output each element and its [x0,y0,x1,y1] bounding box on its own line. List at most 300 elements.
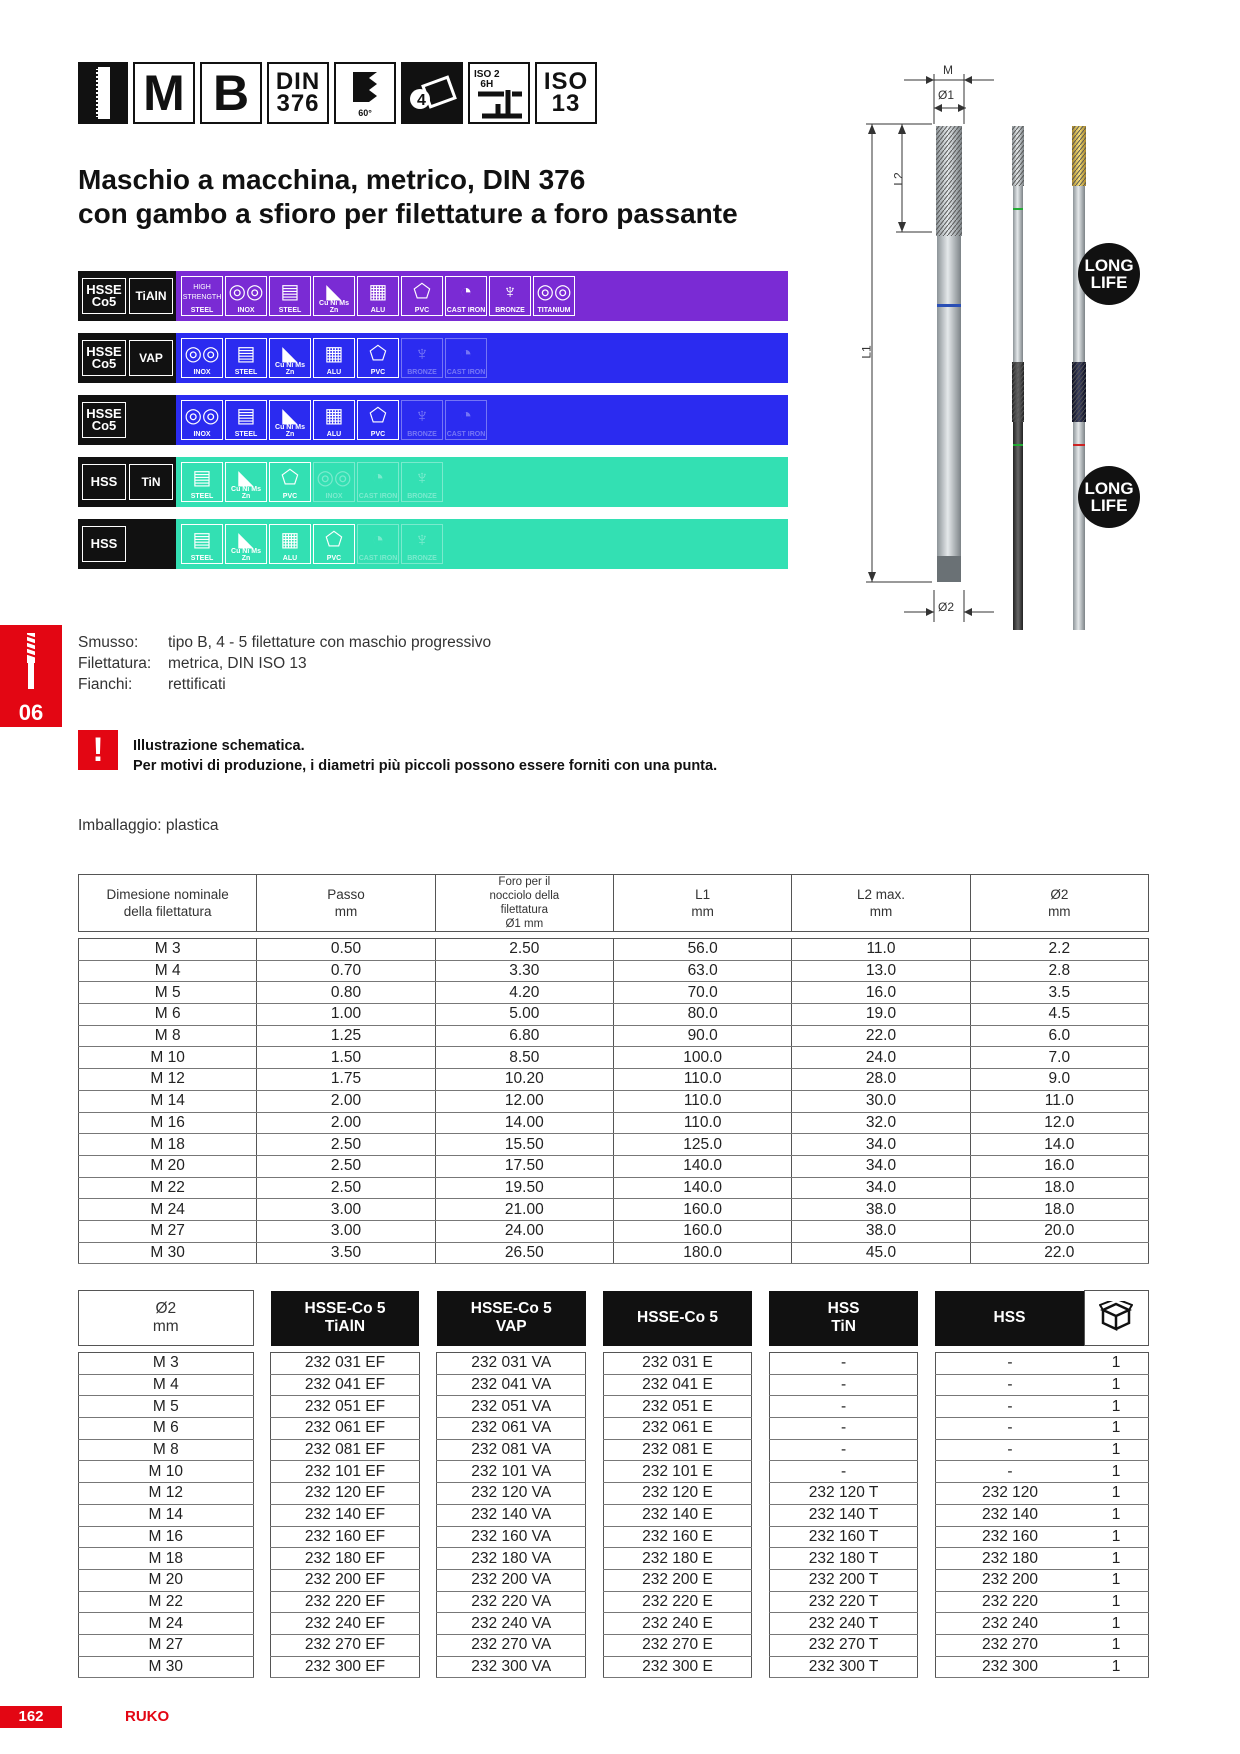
material-icon [401,400,443,440]
warning-line-2: Per motivi di produzione, i diametri più piccoli possono essere forniti con una punta. [133,758,718,774]
table-cell: M 24 [79,1613,254,1635]
table-cell: 232 140 VA [437,1504,586,1526]
column-spacer [419,1634,437,1656]
grade-badge: HSS [82,526,126,562]
table-row [79,1439,1149,1461]
table-cell: 232 101 E [603,1461,752,1483]
table-cell: 5.00 [435,1004,613,1026]
material-name: CAST IRON [358,493,398,500]
material-icon [313,338,355,378]
table-row [79,1177,1149,1199]
table-cell: 90.0 [613,1025,791,1047]
table-cell: 1 [1084,1504,1148,1526]
material-name: Cu Ni Ms Zn [231,548,261,562]
table-cell: 1 [1084,1396,1148,1418]
table-cell: M 12 [79,1483,254,1505]
material-icons [181,338,487,378]
table-cell: 18.0 [970,1177,1148,1199]
table-cell: 17.50 [435,1155,613,1177]
table-cell: M 16 [79,1112,257,1134]
table-cell: - [935,1439,1084,1461]
material-name: TITANIUM [537,307,571,314]
material-icon [269,338,311,378]
column-header-line: VAP [495,1318,527,1335]
gap-cell [752,1346,770,1353]
material-name: Cu Ni Ms Zn [275,424,305,438]
column-spacer [752,1353,770,1375]
table-cell: 6.0 [970,1025,1148,1047]
iso-fit-class: 6H [480,79,494,90]
warning-line-1: Illustrazione schematica. [133,738,305,754]
grade-badge: HSSE Co5 [82,278,126,314]
material-glyph: ▤ [236,405,256,427]
table-cell: 24.0 [792,1047,970,1069]
material-name: CAST IRON [446,307,486,314]
column-spacer [586,1504,604,1526]
table-cell: 1.50 [257,1047,435,1069]
table-cell: 7.0 [970,1047,1148,1069]
table-cell: 232 300 T [769,1656,917,1678]
material-name: STEEL [278,307,302,314]
material-icon [357,276,399,316]
table-cell: 22.0 [792,1025,970,1047]
article-table [78,1290,1149,1678]
table-cell: 232 140 EF [271,1504,420,1526]
column-spacer [253,1353,271,1375]
table-cell: M 24 [79,1199,257,1221]
material-glyph: ◎◎ [316,467,352,489]
table-cell: - [769,1439,917,1461]
column-header-line: L2 max. [856,887,905,902]
table-row [79,1374,1149,1396]
table-row [79,1112,1149,1134]
table-cell: 1 [1084,1461,1148,1483]
table-cell: 232 240 T [769,1613,917,1635]
warning-text [133,736,717,776]
column-spacer [752,1591,770,1613]
material-name: INOX [193,431,211,438]
material-icon [269,400,311,440]
column-spacer [586,1634,604,1656]
table-row [79,1353,1149,1375]
table-row [79,1220,1149,1242]
table-cell: 1 [1084,1483,1148,1505]
material-icon [225,276,267,316]
material-icon [181,462,223,502]
column-spacer [419,1569,437,1591]
gap-cell [271,1346,420,1353]
table-row [79,1025,1149,1047]
column-header [769,1291,917,1346]
material-glyph: ◣ [238,467,254,489]
material-icon [181,338,223,378]
table-cell: 110.0 [613,1090,791,1112]
table-cell: M 27 [79,1634,254,1656]
column-header [935,1291,1084,1346]
grade-badge: HSSE Co5 [82,340,126,376]
long-life-line-1: LONG [1084,256,1134,275]
table-cell: 232 180 VA [437,1548,586,1570]
material-icon [357,400,399,440]
table-cell: 2.50 [257,1134,435,1156]
table-gap [79,932,1149,939]
property-row [78,632,491,653]
gap-cell [419,1346,437,1353]
table-cell: 232 051 EF [271,1396,420,1418]
material-icon [533,276,575,316]
table-row [79,1548,1149,1570]
table-row [79,1526,1149,1548]
material-glyph: ◔ [459,405,473,427]
column-spacer [752,1374,770,1396]
column-spacer [253,1396,271,1418]
gap-cell [79,1346,254,1353]
table-cell: 180.0 [613,1242,791,1264]
column-spacer [419,1483,437,1505]
material-name: BRONZE [495,307,525,314]
column-spacer [752,1613,770,1635]
table-cell: 56.0 [613,939,791,961]
gap-cell [769,1346,917,1353]
gap-cell [1084,1346,1148,1353]
material-glyph: ◣ [282,405,298,427]
column-spacer [918,1374,936,1396]
material-icon [401,276,443,316]
column-spacer [419,1526,437,1548]
column-spacer [419,1548,437,1570]
table-cell: 232 160 [935,1526,1084,1548]
material-name: CAST IRON [446,431,486,438]
column-spacer [253,1461,271,1483]
table-cell: 232 051 E [603,1396,752,1418]
gap-cell [970,932,1148,939]
column-spacer [752,1634,770,1656]
table-cell: - [769,1374,917,1396]
material-icon [313,462,355,502]
material-row [78,395,788,445]
column-spacer [918,1461,936,1483]
din-label: DIN [275,68,321,95]
table-cell: 232 120 E [603,1483,752,1505]
column-header-line: TiN [831,1318,856,1335]
table-cell: 232 051 VA [437,1396,586,1418]
column-spacer [419,1374,437,1396]
material-name: PVC [370,369,386,376]
long-life-line-2: LIFE [1090,496,1128,515]
table-cell: 3.5 [970,982,1148,1004]
column-header [437,1291,586,1346]
table-row [79,1069,1149,1091]
material-icon [225,400,267,440]
table-cell: 18.0 [970,1199,1148,1221]
table-cell: 1 [1084,1526,1148,1548]
dimensions-table [78,874,1149,1264]
material-icon [269,462,311,502]
table-cell: 28.0 [792,1069,970,1091]
table-cell: 232 031 VA [437,1353,586,1375]
table-cell: 0.70 [257,960,435,982]
table-cell: 45.0 [792,1242,970,1264]
table-cell: 80.0 [613,1004,791,1026]
table-cell: 232 220 T [769,1591,917,1613]
column-spacer [918,1634,936,1656]
material-glyph: ▦ [324,343,344,365]
table-cell: M 18 [79,1134,257,1156]
table-cell: 232 140 [935,1504,1084,1526]
column-header [970,875,1148,932]
table-cell: 34.0 [792,1155,970,1177]
column-spacer [918,1418,936,1440]
table-cell: 1 [1084,1548,1148,1570]
table-cell: 232 200 T [769,1569,917,1591]
table-cell: 232 041 E [603,1374,752,1396]
column-spacer [253,1634,271,1656]
material-icon [401,524,443,564]
material-glyph: ◎◎ [536,281,572,303]
grade-badge: TiAlN [129,278,173,314]
material-name: CAST IRON [358,555,398,562]
iso-label: ISO [543,68,589,95]
material-row-label [78,333,176,383]
column-spacer [253,1548,271,1570]
material-glyph: ♆ [414,343,430,365]
column-spacer [918,1396,936,1418]
table-cell: M 4 [79,960,257,982]
material-glyph: ⬠ [413,281,431,303]
table-row [79,1134,1149,1156]
material-glyph: ⬠ [281,467,299,489]
table-cell: M 3 [79,939,257,961]
table-cell: 232 220 VA [437,1591,586,1613]
material-glyph: HIGH STRENGTH [182,284,222,301]
material-icons [181,276,575,316]
column-spacer [419,1656,437,1678]
column-spacer [253,1374,271,1396]
material-glyph: ♆ [502,281,518,303]
header-icons [78,62,597,124]
table-cell: 232 240 [935,1613,1084,1635]
table-cell: 232 270 T [769,1634,917,1656]
table-cell: 232 041 EF [271,1374,420,1396]
table-cell: M 10 [79,1461,254,1483]
column-header-line: Ø1 mm [505,918,544,930]
table-cell: 1 [1084,1656,1148,1678]
title-line-1: Maschio a macchina, metrico, DIN 376 [78,164,586,195]
table-cell: 14.0 [970,1134,1148,1156]
table-cell: 12.0 [970,1112,1148,1134]
column-header [435,875,613,932]
column-spacer [586,1483,604,1505]
table-cell: 232 061 EF [271,1418,420,1440]
column-header [257,875,435,932]
chamfer-number: 4 [417,92,426,109]
gap-cell [586,1346,604,1353]
material-row-label [78,395,176,445]
table-row [79,1047,1149,1069]
material-icon [181,400,223,440]
material-name: INOX [325,493,343,500]
table-cell: 30.0 [792,1090,970,1112]
table-cell: 1 [1084,1634,1148,1656]
table-cell: 21.00 [435,1199,613,1221]
table-cell: 26.50 [435,1242,613,1264]
table-cell: 2.00 [257,1090,435,1112]
property-key: Fianchi: [78,676,133,693]
column-header [792,875,970,932]
column-spacer [752,1656,770,1678]
column-header-line: mm [691,904,714,919]
grade-badge: TiN [129,464,173,500]
badge-m: M [133,62,195,124]
warning-icon: ! [78,730,118,770]
material-glyph: ▦ [280,529,300,551]
table-row [79,1483,1149,1505]
material-name: BRONZE [407,369,437,376]
column-spacer [586,1439,604,1461]
page-title [78,163,738,231]
material-name: ALU [282,555,298,562]
table-cell: 2.50 [435,939,613,961]
table-cell: 0.80 [257,982,435,1004]
table-cell: M 8 [79,1025,257,1047]
table-cell: 63.0 [613,960,791,982]
din-number: 376 [276,90,320,117]
material-icon [357,338,399,378]
badge-b: B [200,62,262,124]
table-cell: - [769,1396,917,1418]
article-table-wrapper [78,1290,1149,1678]
material-row-label [78,271,176,321]
column-spacer [253,1483,271,1505]
table-cell: 232 160 T [769,1526,917,1548]
column-spacer [253,1504,271,1526]
table-cell: M 10 [79,1047,257,1069]
column-spacer [918,1591,936,1613]
column-header-line: TiAlN [324,1318,366,1335]
material-name: PVC [370,431,386,438]
table-cell: 4.5 [970,1004,1148,1026]
table-cell: - [935,1353,1084,1375]
table-cell: 232 140 T [769,1504,917,1526]
table-cell: 232 200 E [603,1569,752,1591]
material-glyph: ◔ [371,529,385,551]
table-cell: M 16 [79,1526,254,1548]
material-row [78,519,788,569]
table-cell: 2.8 [970,960,1148,982]
table-cell: 232 160 E [603,1526,752,1548]
table-cell: 232 180 [935,1548,1084,1570]
table-cell: 232 041 VA [437,1374,586,1396]
table-row [79,939,1149,961]
column-header [79,1291,254,1346]
material-icon [357,462,399,502]
column-spacer [918,1439,936,1461]
column-spacer [586,1548,604,1570]
table-cell: 232 200 [935,1569,1084,1591]
table-cell: 125.0 [613,1134,791,1156]
column-spacer [586,1591,604,1613]
material-glyph: ◔ [459,281,473,303]
material-row [78,333,788,383]
table-cell: M 27 [79,1220,257,1242]
table-cell: 8.50 [435,1047,613,1069]
long-life-badge [1078,243,1140,305]
column-header-line: HSSE-Co 5 [637,1309,718,1326]
table-row [79,1090,1149,1112]
material-glyph: ⬠ [369,343,387,365]
material-name: ALU [370,307,386,314]
material-icons [181,462,443,502]
column-spacer [253,1418,271,1440]
table-cell: 16.0 [970,1155,1148,1177]
table-cell: 1 [1084,1591,1148,1613]
material-icon [489,276,531,316]
table-cell: 1.25 [257,1025,435,1047]
column-spacer [253,1656,271,1678]
table-cell: 19.0 [792,1004,970,1026]
property-value: metrica, DIN ISO 13 [168,655,307,672]
table-cell: 232 220 EF [271,1591,420,1613]
material-name: ALU [326,431,342,438]
material-icon [313,400,355,440]
packaging-note: Imballaggio: plastica [78,817,219,834]
table-row [79,1634,1149,1656]
table-cell: - [935,1396,1084,1418]
material-name: STEEL [234,431,258,438]
table-cell: 232 081 E [603,1439,752,1461]
material-glyph: ◔ [371,467,385,489]
property-key: Filettatura: [78,655,152,672]
table-cell: 232 220 E [603,1591,752,1613]
material-icon [445,400,487,440]
table-row [79,1569,1149,1591]
table-cell: 2.00 [257,1112,435,1134]
column-spacer [586,1461,604,1483]
brand-name: RUKO [125,1708,170,1725]
table-cell: 160.0 [613,1220,791,1242]
property-value: rettificati [168,676,226,693]
table-cell: 1 [1084,1353,1148,1375]
table-cell: 34.0 [792,1134,970,1156]
material-name: STEEL [190,307,214,314]
table-cell: 38.0 [792,1199,970,1221]
table-cell: 232 220 [935,1591,1084,1613]
material-name: Cu Ni Ms Zn [231,486,261,500]
table-cell: M 4 [79,1374,254,1396]
grade-badge: VAP [129,340,173,376]
gap-cell [79,932,257,939]
column-header-line: Passo [327,887,365,902]
gap-cell [613,932,791,939]
tap-icon [0,625,62,695]
column-spacer [918,1548,936,1570]
table-cell: 232 061 E [603,1418,752,1440]
column-spacer [918,1483,936,1505]
table-cell: 34.0 [792,1177,970,1199]
material-glyph: ◔ [459,343,473,365]
table-cell: 15.50 [435,1134,613,1156]
column-header-line: mm [1048,904,1071,919]
table-cell: - [935,1374,1084,1396]
table-cell: 70.0 [613,982,791,1004]
table-cell: 32.0 [792,1112,970,1134]
column-spacer [752,1569,770,1591]
material-icon [225,462,267,502]
column-header-line: HSS [993,1309,1026,1326]
material-row-label [78,519,176,569]
angle-label: 60° [358,108,372,118]
table-row [79,960,1149,982]
